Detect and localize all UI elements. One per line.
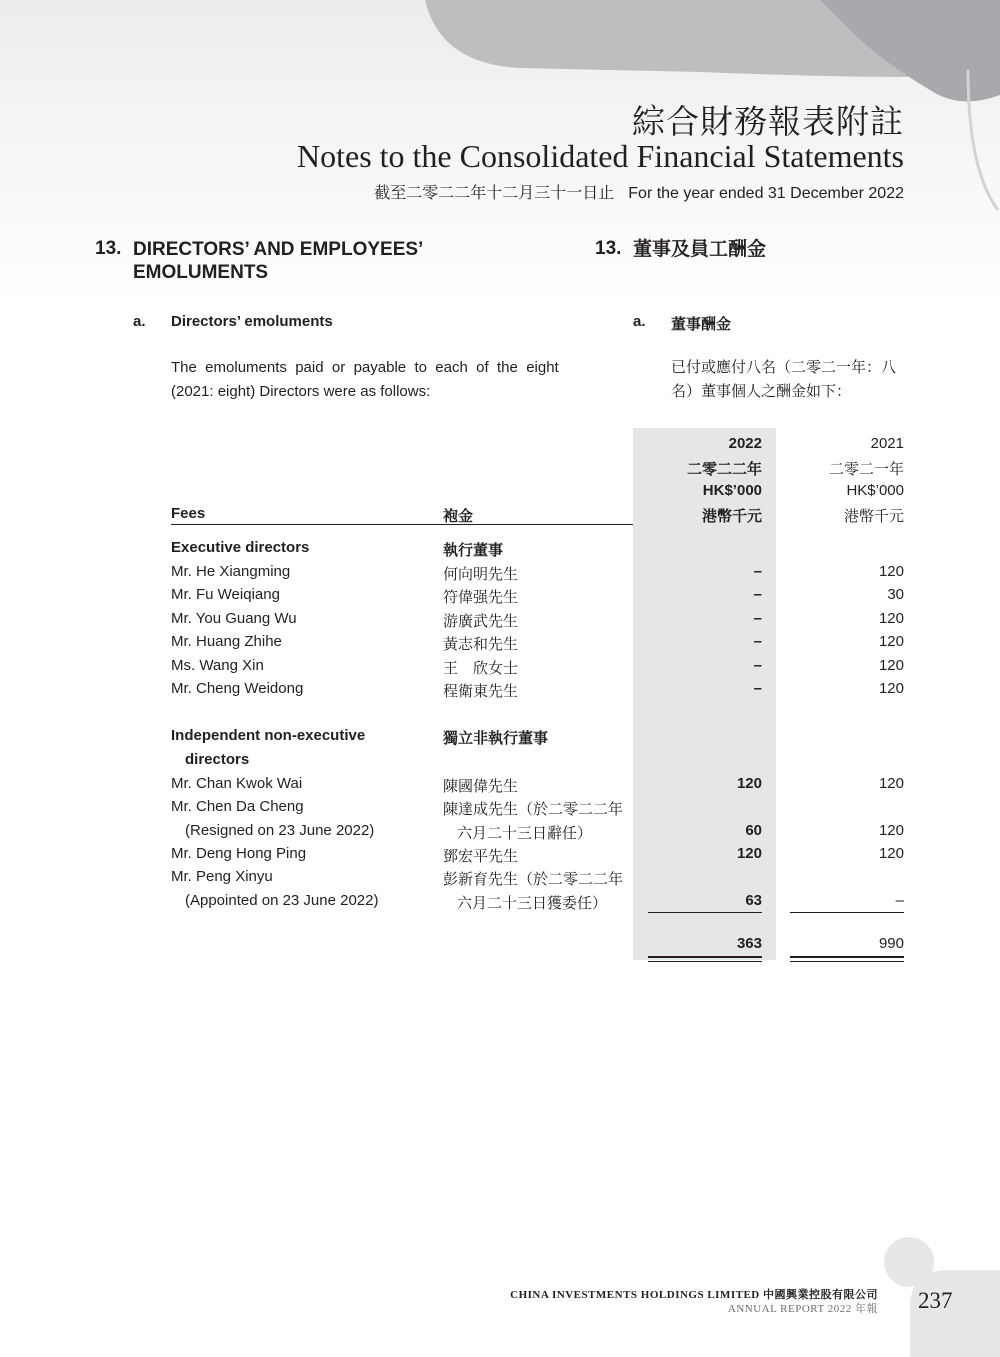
table-row-name-cn: 彭新育先生（於二零二二年 xyxy=(443,871,624,888)
table-row-name-cn: 王 欣女士 xyxy=(443,660,519,677)
table-row-value-2021: 120 xyxy=(878,822,904,839)
table-row-name: Mr. You Guang Wu xyxy=(171,610,297,627)
col-2022-unit: HK$’000 xyxy=(702,482,762,499)
exec-directors-heading-en: Executive directors xyxy=(171,539,310,556)
table-row-name-cn: 鄧宏平先生 xyxy=(443,848,519,865)
page-subtitle xyxy=(374,180,904,203)
table-row-name-cn: 黃志和先生 xyxy=(443,636,519,653)
table-row-name: Mr. Chen Da Cheng xyxy=(171,798,304,815)
footer-report: ANNUAL REPORT 2022 年報 xyxy=(727,1303,878,1315)
col-2021-year: 2021 xyxy=(870,435,904,452)
table-row-name-cn: 陳國偉先生 xyxy=(443,778,519,795)
table-row-name-cn-note: 六月二十三日獲委任） xyxy=(457,895,608,912)
table-row-value-2021: 120 xyxy=(878,680,904,697)
subtotal-line-2021 xyxy=(790,912,904,913)
footer-company: CHINA INVESTMENTS HOLDINGS LIMITED 中國興業控股有限公司 xyxy=(510,1289,878,1301)
ined-heading-cn: 獨立非執行董事 xyxy=(443,730,549,747)
table-row-name: Mr. Cheng Weidong xyxy=(171,680,304,697)
section-number-en: 13. xyxy=(95,238,122,259)
subtitle-en: For the year ended 31 December 2022 xyxy=(628,185,904,202)
table-row-value-2022: – xyxy=(753,680,762,697)
table-row-name: Mr. Peng Xinyu xyxy=(171,868,273,885)
table-row-value-2022: 120 xyxy=(736,845,762,862)
table-row-name-cn-note: 六月二十三日辭任） xyxy=(457,825,593,842)
table-row-name-cn: 程衛東先生 xyxy=(443,683,519,700)
col-2021-unit: HK$’000 xyxy=(846,482,904,499)
col-2021-unit-cn: 港幣千元 xyxy=(843,508,904,525)
col-2022-year: 2022 xyxy=(728,435,762,452)
total-double-line-2022 xyxy=(648,956,762,962)
table-row-name-cn: 何向明先生 xyxy=(443,566,519,583)
col-2021-year-cn: 二零二一年 xyxy=(828,461,904,478)
table-row-name: Mr. Fu Weiqiang xyxy=(171,586,280,603)
total-2021: 990 xyxy=(878,935,904,952)
fees-label-en: Fees xyxy=(171,505,206,522)
col-2022-year-cn: 二零二二年 xyxy=(686,461,762,478)
subsection-letter-en: a. xyxy=(133,313,146,330)
table-row-name: Mr. Deng Hong Ping xyxy=(171,845,307,862)
table-row-name-note: (Appointed on 23 June 2022) xyxy=(185,892,379,909)
table-row-value-2021: 120 xyxy=(878,845,904,862)
table-row-value-2021: 120 xyxy=(878,775,904,792)
intro-en-line2: (2021: eight) Directors were as follows: xyxy=(171,383,431,400)
section-title-en xyxy=(133,238,423,284)
section-number-cn: 13. xyxy=(595,238,622,259)
intro-cn-line1: 已付或應付八名（二零二一年：八 xyxy=(671,359,897,376)
table-row-value-2022: – xyxy=(753,610,762,627)
exec-directors-heading-cn: 執行董事 xyxy=(443,542,504,559)
page-title-cn: 綜合財務報表附註 xyxy=(632,102,904,141)
table-row-value-2021: 120 xyxy=(878,633,904,650)
table-row-value-2022: 63 xyxy=(745,892,762,909)
ined-heading-en-line1: Independent non-executive xyxy=(171,727,366,744)
total-2022: 363 xyxy=(736,935,762,952)
table-row-value-2021: 30 xyxy=(887,586,904,603)
table-row-value-2021: 120 xyxy=(878,610,904,627)
col-2022-unit-cn: 港幣千元 xyxy=(701,508,762,525)
intro-paragraph-en xyxy=(171,356,571,404)
intro-cn-line2: 名）董事個人之酬金如下： xyxy=(671,383,852,400)
table-row-value-2022: – xyxy=(753,657,762,674)
table-row-name-cn: 游廣武先生 xyxy=(443,613,519,630)
table-row-name-cn: 符偉强先生 xyxy=(443,589,519,606)
table-row-name: Mr. Huang Zhihe xyxy=(171,633,282,650)
table-row-value-2021: – xyxy=(895,892,904,909)
table-row-value-2022: 120 xyxy=(736,775,762,792)
table-row-name-cn: 陳達成先生（於二零二二年 xyxy=(443,801,624,818)
subsection-title-en: Directors’ emoluments xyxy=(171,313,333,330)
section-title-cn: 董事及員工酬金 xyxy=(633,239,767,260)
fees-underline xyxy=(171,524,633,525)
table-row-name-note: (Resigned on 23 June 2022) xyxy=(185,822,375,839)
page-number: 237 xyxy=(918,1288,953,1313)
section-title-en-line2: EMOLUMENTS xyxy=(133,262,269,283)
subtitle-cn: 截至二零二二年十二月三十一日止 xyxy=(374,185,615,202)
table-row-name: Mr. He Xiangming xyxy=(171,563,291,580)
table-row-name: Mr. Chan Kwok Wai xyxy=(171,775,303,792)
table-row-value-2022: – xyxy=(753,633,762,650)
ined-heading-en-line2: directors xyxy=(185,751,250,768)
table-row-value-2022: – xyxy=(753,563,762,580)
intro-en-line1: The emoluments paid or payable to each of the eight xyxy=(171,359,559,376)
total-double-line-2021 xyxy=(790,956,904,962)
table-row-value-2021: 120 xyxy=(878,657,904,674)
subtotal-line-2022 xyxy=(648,912,762,913)
intro-paragraph-cn xyxy=(671,356,911,404)
subsection-title-cn: 董事酬金 xyxy=(671,316,732,333)
table-row-value-2022: – xyxy=(753,586,762,603)
table-row-value-2021: 120 xyxy=(878,563,904,580)
subsection-letter-cn: a. xyxy=(633,313,646,330)
table-row-name: Ms. Wang Xin xyxy=(171,657,264,674)
page-title-en: Notes to the Consolidated Financial Statements xyxy=(296,138,904,174)
table-row-value-2022: 60 xyxy=(745,822,762,839)
fees-label-cn: 袍金 xyxy=(443,508,474,525)
section-title-en-line1: DIRECTORS’ AND EMPLOYEES’ xyxy=(133,239,424,260)
